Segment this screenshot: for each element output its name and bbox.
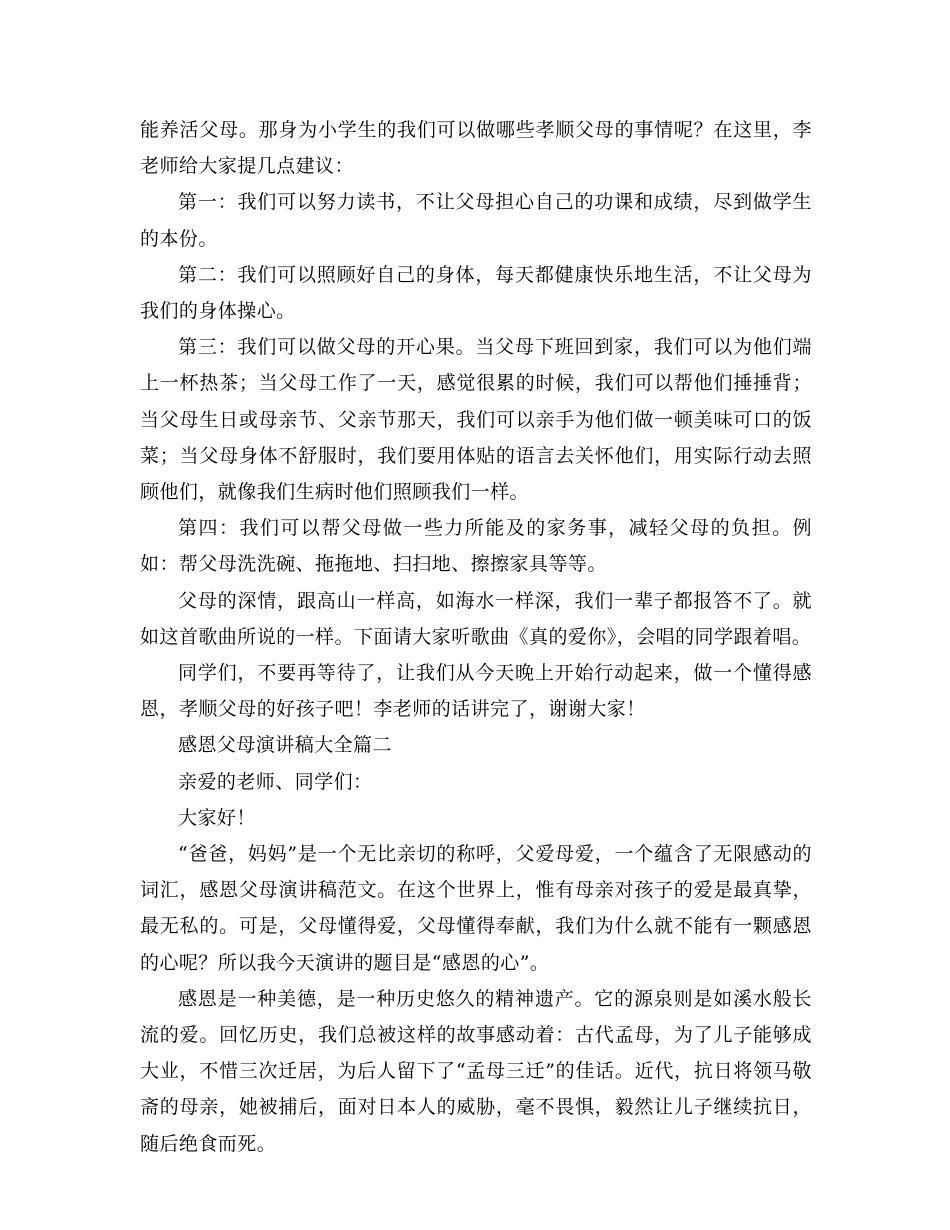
- paragraph-2: 第一：我们可以努力读书，不让父母担心自己的功课和成绩，尽到做学生的本份。: [140, 191, 812, 250]
- paragraph-7: 同学们，不要再等待了，让我们从今天晚上开始行动起来，做一个懂得感恩，孝顺父母的好孩子吧！李老师的话讲完了，谢谢大家！: [140, 662, 812, 721]
- paragraph-12: 感恩是一种美德，是一种历史悠久的精神遗产。它的源泉则是如溪水般长流的爱。回忆历史，我们总被这样的故事感动着：古代孟母，为了儿子能够成大业，不惜三次迁居，为后人留下了“孟母三迁”的佳话。近代，抗日将领马敬斋的母亲，她被捕后，面对日本人的威胁，毫不畏惧，毅然让儿子继续抗日，随后绝食而死。: [140, 987, 812, 1155]
- paragraph-11: “爸爸，妈妈”是一个无比亲切的称呼，父爱母爱，一个蕴含了无限感动的词汇，感恩父母演讲稿范文。在这个世界上，惟有母亲对孩子的爱是最真挚，最无私的。可是，父母懂得爱，父母懂得奉献，我们为什么就不能有一颗感恩的心呢？所以我今天演讲的题目是“感恩的心”。: [140, 843, 812, 974]
- section-heading: 感恩父母演讲稿大全篇二: [178, 734, 392, 757]
- salutation: 亲爱的老师、同学们：: [178, 770, 373, 793]
- paragraph-6: 父母的深情，跟高山一样高，如海水一样深，我们一辈子都报答不了。就如这首歌曲所说的一样。下面请大家听歌曲《真的爱你》，会唱的同学跟着唱。: [140, 589, 812, 648]
- paragraph-3: 第二：我们可以照顾好自己的身体，每天都健康快乐地生活，不让父母为我们的身体操心。: [140, 263, 812, 323]
- paragraph-4: 第三：我们可以做父母的开心果。当父母下班回到家，我们可以为他们端上一杯热茶；当父母工作了一天，感觉很累的时候，我们可以帮他们捶捶背；当父母生日或母亲节、父亲节那天，我们可以亲手为他们做一顿美味可口的饭菜；当父母身体不舒服时，我们要用体贴的语言去关怀他们，用实际行动去照顾他们，就像我们生病时他们照顾我们一样。: [140, 336, 812, 504]
- paragraph-5: 第四：我们可以帮父母做一些力所能及的家务事，减轻父母的负担。例如：帮父母洗洗碗、拖拖地、扫扫地、擦擦家具等等。: [140, 517, 812, 576]
- greeting: 大家好！: [178, 806, 256, 829]
- paragraph-1: 能养活父母。那身为小学生的我们可以做哪些孝顺父母的事情呢？在这里，李老师给大家提几点建议：: [140, 119, 812, 178]
- document-body: [140, 112, 812, 1162]
